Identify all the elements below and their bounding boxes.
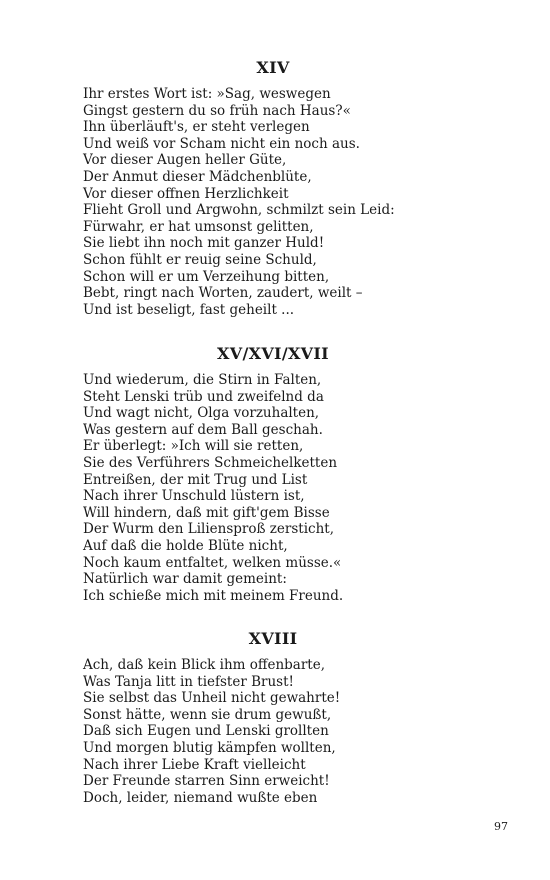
verse-line: Sie liebt ihn noch mit ganzer Huld! bbox=[83, 235, 325, 252]
stanza-lines bbox=[83, 657, 463, 806]
verse-line: Schon will er um Verzeihung bitten, bbox=[83, 268, 330, 285]
verse-line: Vor dieser Augen heller Güte, bbox=[83, 152, 287, 169]
verse-line: Fürwahr, er hat umsonst gelitten, bbox=[83, 218, 314, 235]
verse-line: Ihr erstes Wort ist: »Sag, weswegen bbox=[83, 86, 331, 102]
verse-line: Sonst hätte, wenn sie drum gewußt, bbox=[83, 706, 332, 723]
verse-line: Nach ihrer Unschuld lüstern ist, bbox=[83, 488, 305, 505]
verse-line: Doch, leider, niemand wußte eben bbox=[83, 789, 318, 806]
verse-line: Auf daß die holde Blüte nicht, bbox=[83, 537, 288, 554]
verse-line: Und weiß vor Scham nicht ein noch aus. bbox=[83, 135, 360, 152]
verse-line: Natürlich war damit gemeint: bbox=[83, 571, 287, 588]
verse-line: Ihn überläuft's, er steht verlegen bbox=[83, 119, 310, 136]
page-number: 97 bbox=[494, 820, 508, 833]
stanza-lines bbox=[83, 372, 463, 604]
verse-line: Vor dieser offnen Herzlichkeit bbox=[83, 185, 289, 202]
verse-line: Der Anmut dieser Mädchenblüte, bbox=[83, 168, 312, 185]
verse-line: Will hindern, daß mit gift'gem Bisse bbox=[83, 504, 330, 521]
verse-line: Was gestern auf dem Ball geschah. bbox=[83, 421, 323, 438]
verse-line: Er überlegt: »Ich will sie retten, bbox=[83, 438, 304, 455]
stanza-section-xiv bbox=[83, 58, 463, 318]
verse-line: Schon fühlt er reuig seine Schuld, bbox=[83, 251, 317, 268]
verse-line: Der Freunde starren Sinn erweicht! bbox=[83, 773, 330, 790]
stanza-section-xviii bbox=[83, 629, 463, 806]
verse-line: Daß sich Eugen und Lenski grollten bbox=[83, 723, 329, 740]
verse-line: Und morgen blutig kämpfen wollten, bbox=[83, 739, 336, 756]
verse-line: Flieht Groll und Argwohn, schmilzt sein Leid: bbox=[83, 202, 395, 219]
verse-line: Der Wurm den Liliensproß zersticht, bbox=[83, 521, 335, 538]
verse-line: Ich schieße mich mit meinem Freund. bbox=[83, 587, 344, 604]
verse-line: Gingst gestern du so früh nach Haus?« bbox=[83, 102, 351, 119]
verse-line: Sie des Verführers Schmeichelketten bbox=[83, 454, 338, 471]
verse-line: Bebt, ringt nach Worten, zaudert, weilt – bbox=[83, 285, 363, 302]
verse-line: Noch kaum entfaltet, welken müsse.« bbox=[83, 554, 342, 571]
verse-line: Und wiederum, die Stirn in Falten, bbox=[83, 372, 322, 388]
stanza-heading: XV/XVI/XVII bbox=[217, 344, 329, 363]
verse-line: Steht Lenski trüb und zweifelnd da bbox=[83, 388, 324, 405]
verse-line: Entreißen, der mit Trug und List bbox=[83, 471, 308, 488]
verse-line: Und ist beseligt, fast geheilt ... bbox=[83, 301, 295, 318]
stanza-heading: XIV bbox=[256, 58, 290, 77]
verse-line: Ach, daß kein Blick ihm offenbarte, bbox=[83, 657, 326, 673]
verse-line: Und wagt nicht, Olga vorzuhalten, bbox=[83, 405, 320, 422]
verse-line: Was Tanja litt in tiefster Brust! bbox=[83, 673, 294, 690]
stanza-section-xv-xvi-xvii bbox=[83, 344, 463, 604]
stanza-heading: XVIII bbox=[248, 629, 298, 648]
stanza-lines bbox=[83, 86, 463, 318]
verse-line: Sie selbst das Unheil nicht gewahrte! bbox=[83, 690, 341, 707]
verse-line: Nach ihrer Liebe Kraft vielleicht bbox=[83, 756, 306, 773]
